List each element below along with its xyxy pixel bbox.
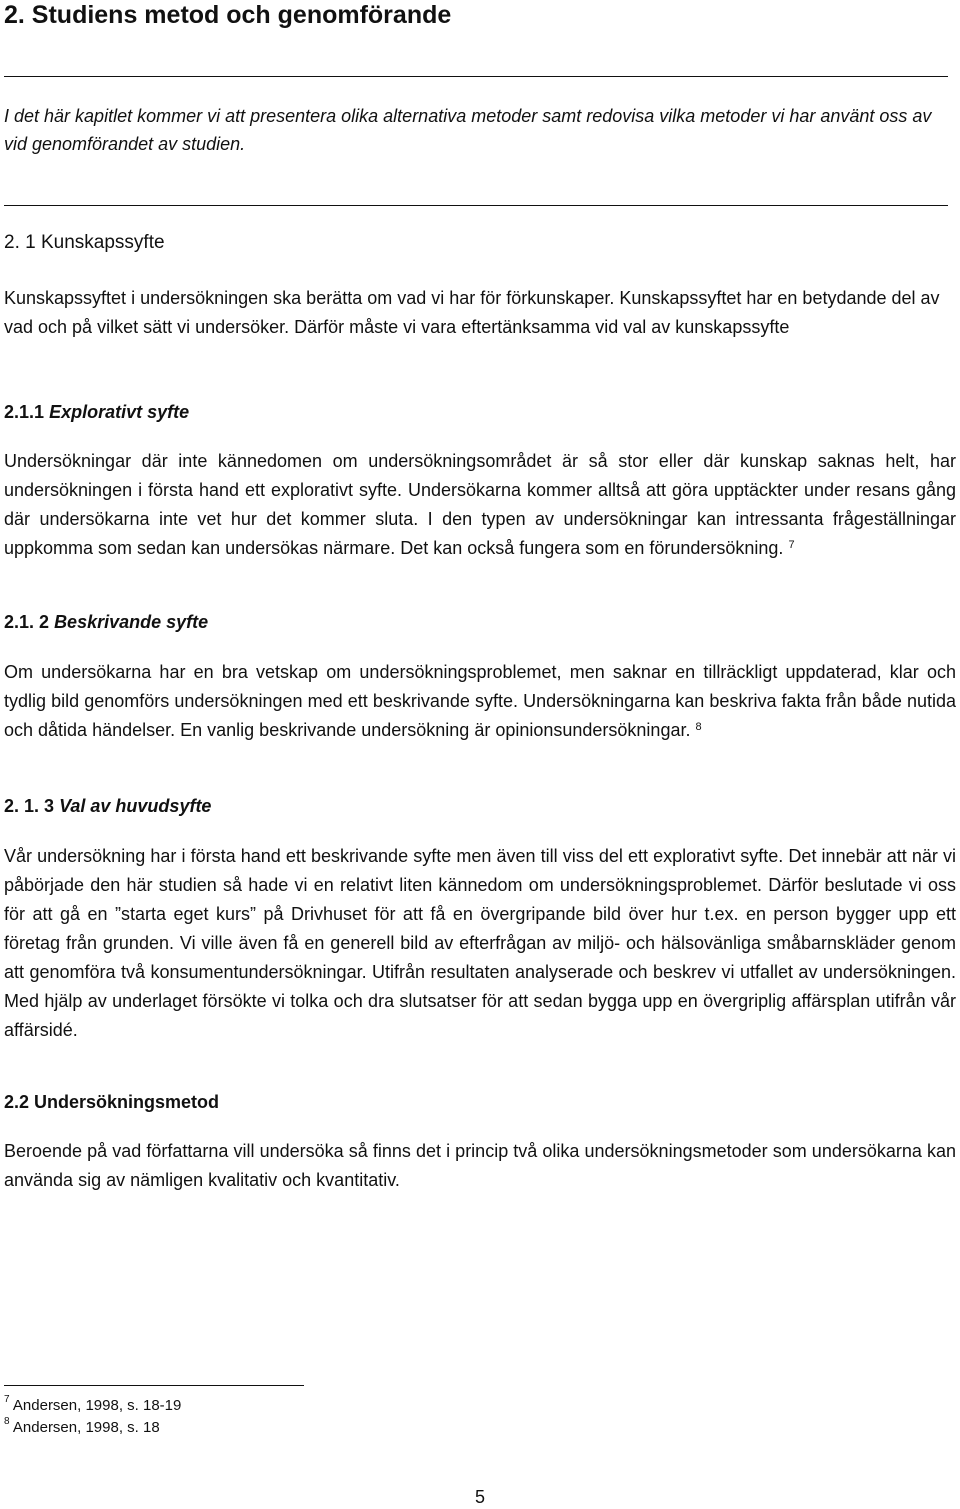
section-2-1-3-paragraph: Vår undersökning har i första hand ett beskrivande syfte men även till viss del ett explorativt syfte. Det innebär att när vi påbörjade den här studien så hade vi en relativt liten kännedom om undersökningsproblemet. Därför beslutade vi oss för att gå en ”starta eget kurs” på Drivhuset för att få en övergripande bild över hur t.ex. en person bygger upp ett företag från grunden. Vi ville även få en generell bild av efterfrågan av miljö- och hälsovänliga småbarnskläder genom att genomföra två konsumentundersökningar. Utifrån resultaten analyserade och beskrev vi utfallet av undersökningen. Med hjälp av underlaget försökte vi tolka och dra slutsatser för att sedan bygga upp en övergriplig affärsplan utifrån vår affärsidé. xyxy=(4,846,956,1040)
page-number: 5 xyxy=(474,1487,485,1507)
section-heading-2-1-2 xyxy=(4,609,208,635)
divider-rule xyxy=(4,76,948,77)
section-2-1-1-paragraph xyxy=(4,447,956,563)
intro-paragraph: I det här kapitlet kommer vi att presentera olika alternativa metoder samt redovisa vilka metoder vi har använt oss av vid genomförandet av studien. xyxy=(4,106,932,154)
section-number: 2. 1. 3 xyxy=(4,796,55,816)
footnote-number: 8 xyxy=(4,1416,10,1427)
section-title: Beskrivande syfte xyxy=(54,612,209,632)
section-title: Val av huvudsyfte xyxy=(59,796,212,816)
section-number: 2.1. 2 xyxy=(4,612,50,632)
footnote-7 xyxy=(4,1396,181,1416)
footnote-text: Andersen, 1998, s. 18 xyxy=(12,1419,160,1436)
divider-rule xyxy=(4,205,948,206)
footnote-reference: 7 xyxy=(788,539,795,551)
section-title: Explorativt syfte xyxy=(49,402,190,422)
paragraph-text: Undersökningar där inte kännedomen om undersökningsområdet är så stor eller där kunskap saknas helt, har undersökningen i första hand ett explorativt syfte. Undersökarna kommer alltså att göra upptäckter under resans gång där undersökarna inte vet hur det kommer sluta. I den typen av undersökningar kan intressanta frågeställningar uppkomma som sedan kan undersökas närmare. Det kan också fungera som en förundersökning. xyxy=(4,451,956,558)
paragraph-text: Om undersökarna har en bra vetskap om undersökningsproblemet, men saknar en tillräckligt uppdaterad, klar och tydlig bild genomförs undersökningen med ett beskrivande syfte. Undersökningarna kan beskriva fakta från både nutida och dåtida händelser. En vanlig beskrivande undersökning är opinionsundersökningar. xyxy=(4,662,956,740)
section-heading-2-1-3 xyxy=(4,793,211,819)
section-2-1-2-paragraph xyxy=(4,658,956,745)
chapter-title: 2. Studiens metod och genomförande xyxy=(4,1,452,29)
footnote-8 xyxy=(4,1418,160,1438)
section-heading-2-1: 2. 1 Kunskapssyfte xyxy=(4,232,165,253)
footnote-number: 7 xyxy=(4,1394,10,1405)
section-2-2-paragraph: Beroende på vad författarna vill undersöka så finns det i princip två olika undersökningsmetoder som undersökarna kan använda sig av nämligen kvalitativ och kvantitativ. xyxy=(4,1141,956,1190)
section-number: 2.1.1 xyxy=(4,402,45,422)
footnote-separator xyxy=(4,1385,304,1386)
section-heading-2-2: 2.2 Undersökningsmetod xyxy=(4,1092,220,1112)
section-2-1-paragraph: Kunskapssyftet i undersökningen ska berätta om vad vi har för förkunskaper. Kunskapssyftet har en betydande del av vad och på vilket sätt vi undersöker. Därför måste vi vara eftertänksamma vid val av kunskapssyfte xyxy=(4,288,940,337)
footnote-text: Andersen, 1998, s. 18-19 xyxy=(12,1397,182,1414)
section-heading-2-1-1 xyxy=(4,399,189,425)
footnote-reference: 8 xyxy=(695,721,702,733)
